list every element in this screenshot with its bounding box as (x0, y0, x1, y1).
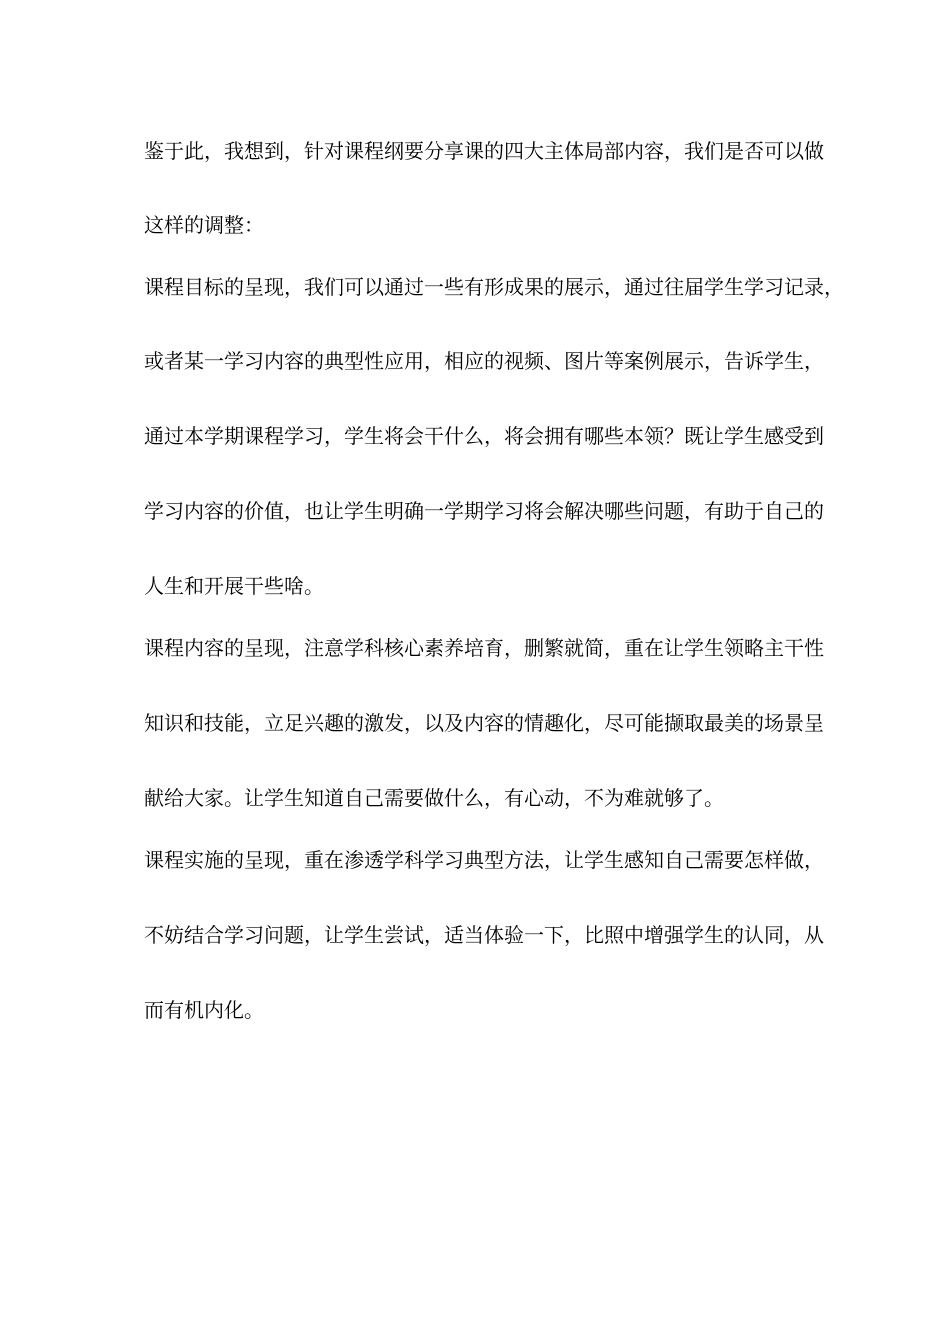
text-line: 人生和开展干些啥。 (144, 574, 324, 598)
text-line: 鉴于此，我想到，针对课程纲要分享课的四大主体局部内容，我们是否可以做 (144, 139, 824, 163)
text-line: 或者某一学习内容的典型性应用，相应的视频、图片等案例展示，告诉学生， (144, 349, 824, 373)
text-line: 这样的调整： (144, 213, 264, 237)
text-line: 知识和技能，立足兴趣的激发，以及内容的情趣化，尽可能撷取最美的场景呈 (144, 711, 824, 735)
text-line: 课程目标的呈现，我们可以通过一些有形成果的展示，通过往届学生学习记录， (144, 275, 844, 299)
text-line: 课程实施的呈现，重在渗透学科学习典型方法，让学生感知自己需要怎样做， (144, 848, 824, 872)
text-line: 不妨结合学习问题，让学生尝试，适当体验一下，比照中增强学生的认同，从 (144, 923, 824, 947)
text-line: 学习内容的价值，也让学生明确一学期学习将会解决哪些问题，有助于自己的 (144, 499, 824, 523)
text-line: 而有机内化。 (144, 998, 264, 1022)
text-line: 课程内容的呈现，注意学科核心素养培育，删繁就简，重在让学生领略主干性 (144, 636, 824, 660)
text-line: 献给大家。让学生知道自己需要做什么，有心动，不为难就够了。 (144, 786, 724, 810)
text-line: 通过本学期课程学习，学生将会干什么，将会拥有哪些本领？既让学生感受到 (144, 424, 824, 448)
